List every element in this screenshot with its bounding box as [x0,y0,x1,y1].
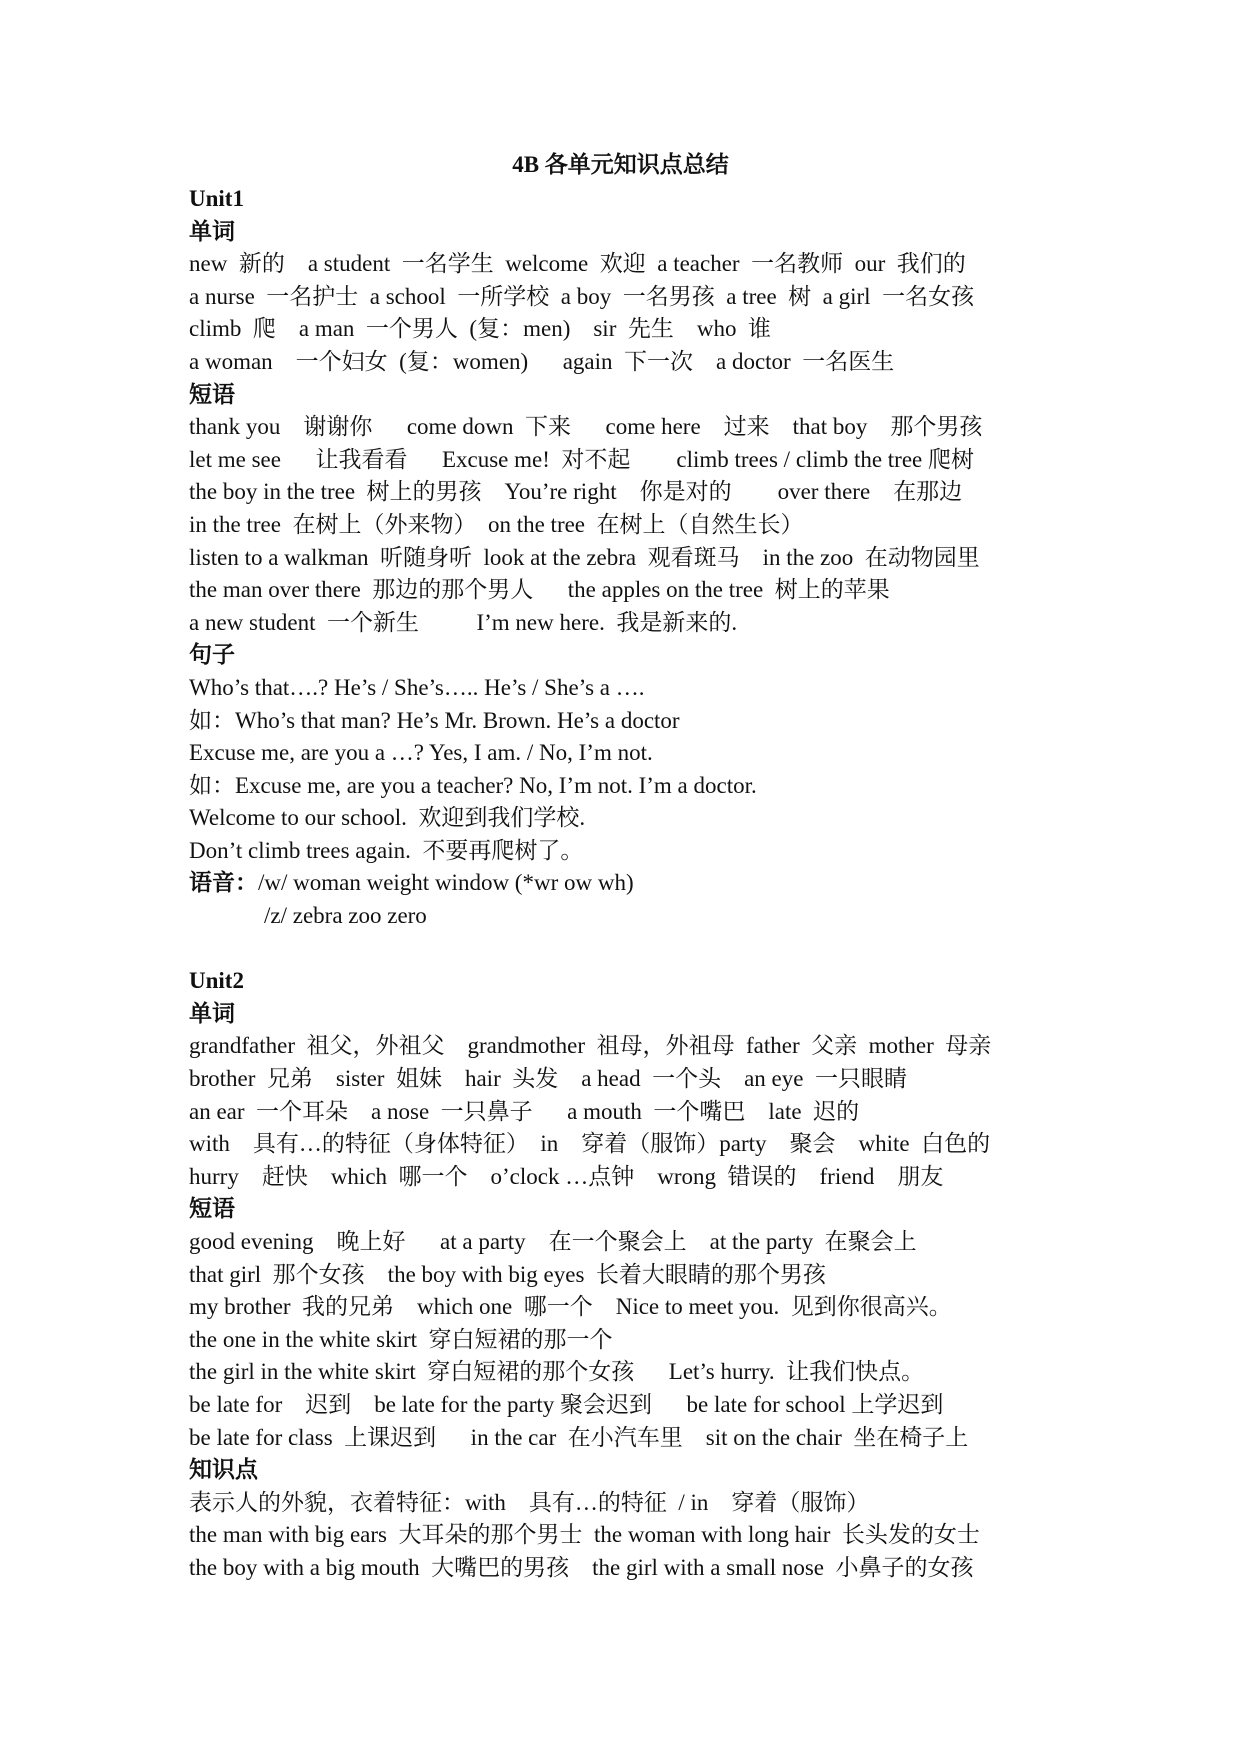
unit2-words-heading: 单词 [189,1000,235,1026]
unit1-phrase-line: let me see 让我看看 Excuse me! 对不起 climb trees / climb the tree 爬树 [189,446,975,472]
unit1-word-line: climb 爬 a man 一个男人 (复：men) sir 先生 who 谁 [189,316,771,342]
unit2-knowledge-line: the boy with a big mouth 大嘴巴的男孩 the girl with a small nose 小鼻子的女孩 [189,1554,974,1580]
unit2-word-line: brother 兄弟 sister 姐妹 hair 头发 a head 一个头 an eye 一只眼睛 [189,1066,907,1092]
unit1-phrase-line: listen to a walkman 听随身听 look at the zebra 观看斑马 in the zoo 在动物园里 [189,544,980,570]
unit1-phrases-heading: 短语 [189,381,235,407]
unit2-phrase-line: be late for class 上课迟到 in the car 在小汽车里 sit on the chair 坐在椅子上 [189,1424,969,1450]
unit2-word-line: with 具有…的特征（身体特征） in 穿着（服饰）party 聚会 white 白色的 [189,1131,991,1157]
unit1-sentence-line: Excuse me, are you a …? Yes, I am. / No, I’m not. [189,740,653,766]
unit1-sentence-line: 如：Who’s that man? He’s Mr. Brown. He’s a doctor [189,707,680,733]
unit2-knowledge-line: the man with big ears 大耳朵的那个男士 the woman with long hair 长头发的女士 [189,1522,980,1548]
unit1-word-line: a nurse 一名护士 a school 一所学校 a boy 一名男孩 a tree 树 a girl 一名女孩 [189,283,975,309]
unit1-words-heading: 单词 [189,218,235,244]
unit2-phrase-line: the girl in the white skirt 穿白短裙的那个女孩 Let’s hurry. 让我们快点。 [189,1359,925,1385]
section-spacer [189,933,1089,966]
unit1-phrase-line: in the tree 在树上（外来物） on the tree 在树上（自然生长） [189,511,804,537]
unit1-sentence-line: Who’s that….? He’s / She’s….. He’s / She’s a …. [189,674,645,700]
unit2-phrases-heading: 短语 [189,1196,235,1222]
unit2-word-line: hurry 赶快 which 哪一个 o’clock …点钟 wrong 错误的 friend 朋友 [189,1163,944,1189]
unit1-phonics-label: 语音： [189,870,258,896]
unit2-phrase-line: be late for 迟到 be late for the party 聚会迟到 be late for school 上学迟到 [189,1391,944,1417]
unit1-sentences-heading: 句子 [189,642,235,668]
unit2-word-line: an ear 一个耳朵 a nose 一只鼻子 a mouth 一个嘴巴 late 迟的 [189,1098,860,1124]
unit2-heading: Unit2 [189,968,244,994]
unit1-word-line: new 新的 a student 一名学生 welcome 欢迎 a teacher 一名教师 our 我们的 [189,251,966,277]
unit1-sentence-line: Don’t climb trees again. 不要再爬树了。 [189,837,584,863]
unit1-heading: Unit1 [189,186,244,211]
unit1-phrase-line: a new student 一个新生 I’m new here. 我是新来的. [189,609,738,635]
unit2-phrase-line: that girl 那个女孩 the boy with big eyes 长着大眼睛的那个男孩 [189,1261,826,1287]
document-body [189,183,1089,1585]
unit2-phrase-line: my brother 我的兄弟 which one 哪一个 Nice to meet you. 见到你很高兴。 [189,1294,952,1320]
unit2-phrase-line: good evening 晚上好 at a party 在一个聚会上 at the party 在聚会上 [189,1229,917,1254]
unit2-phrase-line: the one in the white skirt 穿白短裙的那一个 [189,1326,613,1352]
unit2-knowledge-heading: 知识点 [189,1457,258,1483]
unit1-word-line: a woman 一个妇女 (复：women) again 下一次 a doctor 一名医生 [189,348,895,374]
unit2-knowledge-line: 表示人的外貌，衣着特征：with 具有…的特征 / in 穿着（服饰） [189,1489,870,1515]
unit1-phonics-item: /z/ zebra zoo zero [264,903,427,929]
unit2-word-line: grandfather 祖父，外祖父 grandmother 祖母，外祖母 father 父亲 mother 母亲 [189,1033,992,1059]
unit1-phonics-line [189,867,1089,900]
page-title: 4B 各单元知识点总结 [512,152,729,177]
unit1-sentence-line: Welcome to our school. 欢迎到我们学校. [189,805,586,831]
unit1-sentence-line: 如：Excuse me, are you a teacher? No, I’m not. I’m a doctor. [189,772,757,798]
unit1-phrase-line: thank you 谢谢你 come down 下来 come here 过来 that boy 那个男孩 [189,414,983,440]
unit1-phrase-line: the man over there 那边的那个男人 the apples on the tree 树上的苹果 [189,577,890,603]
unit1-phrase-line: the boy in the tree 树上的男孩 You’re right 你是对的 over there 在那边 [189,479,963,505]
unit1-phonics-item: /w/ woman weight window (*wr ow wh) [258,870,634,896]
